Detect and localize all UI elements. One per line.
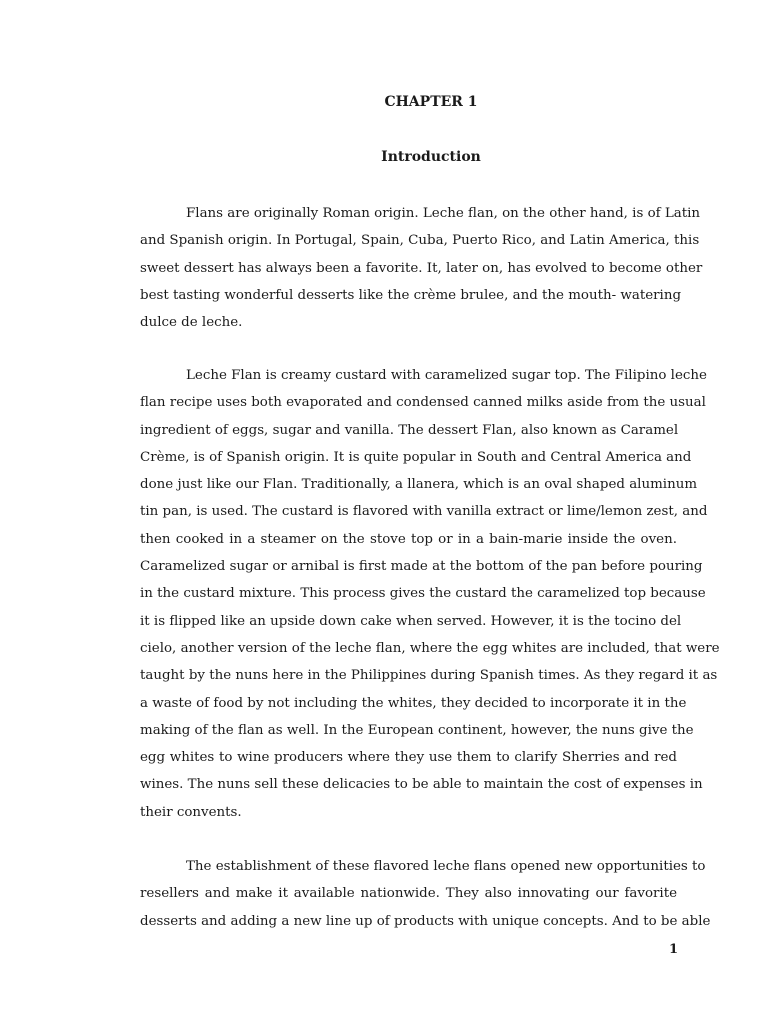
- page-number: 1: [668, 942, 678, 957]
- text-line: dulce de leche.: [140, 315, 243, 331]
- text-line: and Spanish origin. In Portugal, Spain, Cuba, Puerto Rico, and Latin America, this: [140, 233, 700, 249]
- chapter-heading: CHAPTER 1: [384, 94, 478, 110]
- text-line: their convents.: [140, 804, 242, 820]
- text-line: Crème, is of Spanish origin. It is quite popular in South and Central America and: [140, 449, 692, 465]
- text-line: it is flipped like an upside down cake when served. However, it is the tocino del: [140, 613, 682, 629]
- text-line: egg whites to wine producers where they use them to clarify Sherries and red: [140, 750, 677, 766]
- section-title: Introduction: [381, 149, 481, 165]
- paragraph: [140, 200, 703, 336]
- text-line: cielo, another version of the leche flan, where the egg whites are included, that were: [140, 640, 720, 656]
- text-line: then cooked in a steamer on the stove top or in a bain-marie inside the oven.: [140, 531, 677, 547]
- text-line: tin pan, is used. The custard is flavored with vanilla extract or lime/lemon zest, and: [140, 504, 708, 520]
- text-line: flan recipe uses both evaporated and condensed canned milks aside from the usual: [140, 395, 706, 411]
- text-line: making of the flan as well. In the European continent, however, the nuns give the: [140, 722, 694, 738]
- text-line: done just like our Flan. Traditionally, a llanera, which is an oval shaped aluminum: [140, 477, 698, 493]
- text-line: Flans are originally Roman origin. Leche flan, on the other hand, is of Latin: [186, 206, 701, 221]
- text-line: The establishment of these flavored leche flans opened new opportunities to: [186, 859, 706, 874]
- text-line: ingredient of eggs, sugar and vanilla. The dessert Flan, also known as Caramel: [140, 422, 679, 438]
- text-line: resellers and make it available nationwide. They also innovating our favorite: [140, 886, 677, 902]
- text-line: Leche Flan is creamy custard with caramelized sugar top. The Filipino leche: [186, 368, 707, 383]
- text-line: sweet dessert has always been a favorite. It, later on, has evolved to become other: [140, 260, 703, 276]
- text-line: in the custard mixture. This process gives the custard the caramelized top because: [140, 586, 706, 602]
- text-line: desserts and adding a new line up of products with unique concepts. And to be able: [140, 913, 711, 929]
- text-line: Caramelized sugar or arnibal is first made at the bottom of the pan before pouring: [140, 559, 703, 575]
- paragraph: [140, 853, 711, 935]
- paragraph: [140, 362, 720, 826]
- text-line: best tasting wonderful desserts like the crème brulee, and the mouth- watering: [140, 287, 682, 303]
- text-line: taught by the nuns here in the Philippines during Spanish times. As they regard it as: [140, 668, 718, 684]
- text-line: a waste of food by not including the whites, they decided to incorporate it in the: [140, 695, 687, 711]
- text-line: wines. The nuns sell these delicacies to be able to maintain the cost of expenses in: [140, 777, 703, 793]
